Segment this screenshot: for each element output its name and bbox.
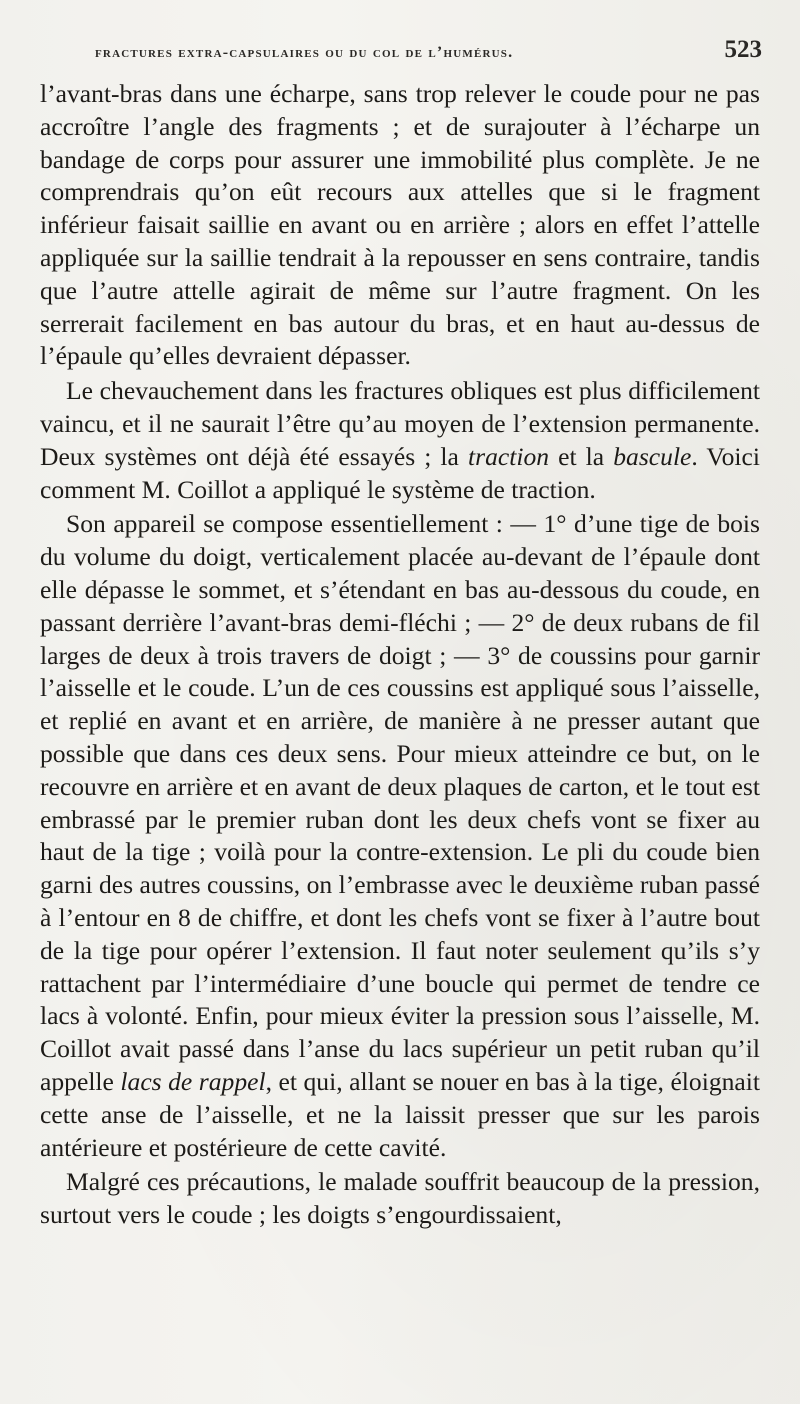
paragraph-1-text: l’avant-bras dans une écharpe, sans trop relever le coude pour ne pas accroître l’angle des fragments ; et de surajouter à l’écharpe un bandage de corps pour assurer une immobilité plus complète. Je ne comprendrais qu’on eût recours aux attelles que si le fragment inférieur faisait saillie en avant ou en arrière ; alors en effet l’attelle appliquée sur la saillie tendrait à la repousser en sens contraire, tandis que l’autre attelle agirait de même sur l’autre fragment. On les serrerait facilement en bas autour du bras, et en haut au-dessus de l’épaule qu’elles devraient dépasser. <box>40 79 760 371</box>
term-lacs-de-rappel: lacs de rappel <box>120 1066 266 1096</box>
paragraph-3-text-b: , et qui, allant se nouer en bas à la tige, éloignait cette anse de l’aisselle, et ne la laissit presser que sur les parois antérieure et postérieure de cette cavité. <box>40 1066 760 1162</box>
body-text <box>40 78 760 1232</box>
term-traction: traction <box>468 441 550 471</box>
term-bascule: bascule <box>613 441 692 471</box>
paragraph-2-text-b: et la <box>549 441 614 471</box>
paragraph-1 <box>40 78 760 373</box>
page-header <box>95 36 762 66</box>
paragraph-4 <box>40 1166 760 1232</box>
paragraph-2 <box>40 375 760 506</box>
paragraph-2-text-c: . Voici comment M. Coillot a appliqué le système de traction. <box>40 441 760 504</box>
paragraph-4-text: Malgré ces précautions, le malade souffrit beaucoup de la pression, surtout vers le coude ; les doigts s’engourdissaient, <box>40 1167 760 1230</box>
paragraph-3-text-a: Son appareil se compose essentiellement : — 1° d’une tige de bois du volume du doigt, verticalement placée au-devant de l’épaule dont elle dépasse le sommet, et s’étendant en bas au-dessous du coude, en passant derrière l’avant-bras demi-fléchi ; — 2° de deux rubans de fil larges de deux à trois travers de doigt ; — 3° de coussins pour garnir l’aisselle et le coude. L’un de ces coussins est appliqué sous l’aisselle, et replié en avant et en arrière, de manière à ne presser autant que possible que dans ces deux sens. Pour mieux atteindre ce but, on le recouvre en arrière et en avant de deux plaques de carton, et le tout est embrassé par le premier ruban dont les deux chefs vont se fixer au haut de la tige ; voilà pour la contre-extension. Le pli du coude bien garni des autres coussins, on l’embrasse avec le deuxième ruban passé à l’entour en 8 de chiffre, et dont les chefs vont se fixer à l’autre bout de la tige pour opérer l’extension. Il faut noter seulement qu’ils s’y rattachent par l’intermédiaire d’une boucle qui permet de tendre ce lacs à volonté. Enfin, pour mieux éviter la pression sous l’aisselle, M. Coillot avait passé dans l’anse du lacs supérieur un petit ruban qu’il appelle <box>40 509 760 1096</box>
running-head: fractures extra-capsulaires ou du col de l’humérus. <box>95 44 514 61</box>
paragraph-2-text-a: Le chevauchement dans les fractures obliques est plus difficilement vaincu, et il ne saurait l’être qu’au moyen de l’extension permanente. Deux systèmes ont déjà été essayés ; la <box>40 376 760 471</box>
paragraph-3 <box>40 508 760 1164</box>
page-number: 523 <box>724 36 762 63</box>
